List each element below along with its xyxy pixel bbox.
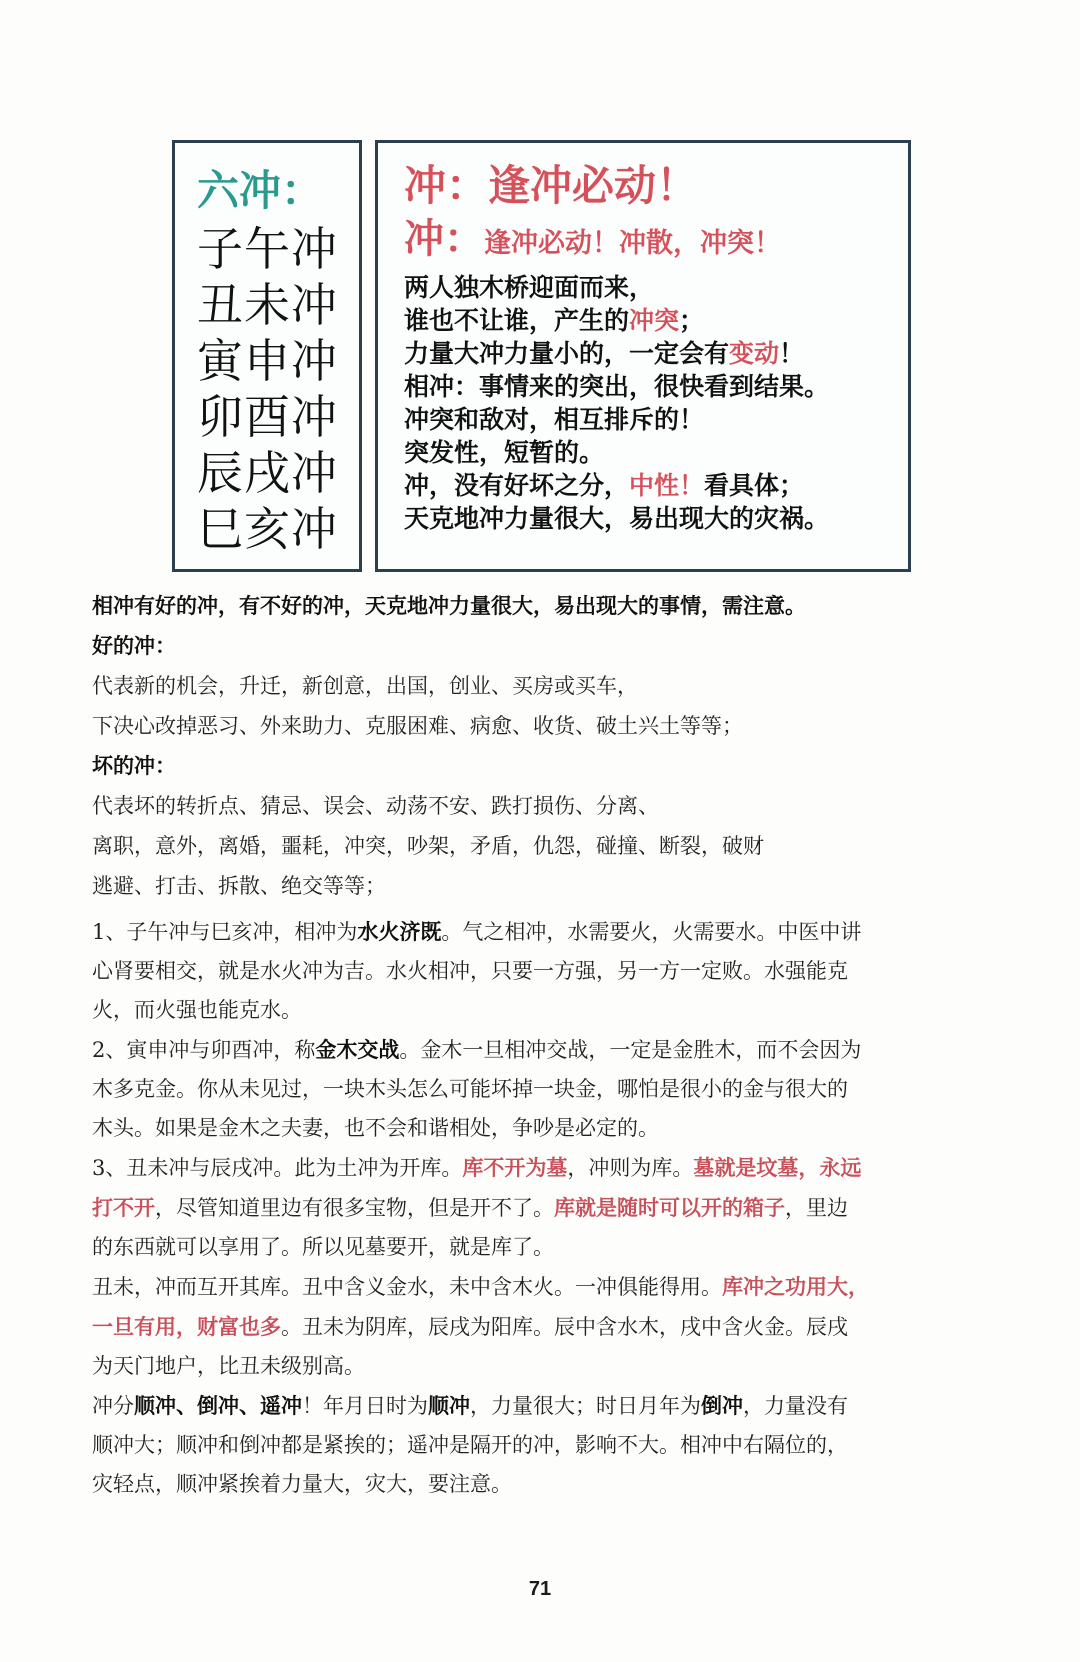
bad-clash-line: 离职，意外，离婚，噩耗，冲突，吵架，矛盾，仇怨，碰撞、断裂，破财 [92,834,764,858]
explanation-line: 突发性，短暂的。 [404,438,605,467]
six-clash-title: 六冲： [197,166,324,215]
good-clash-line: 下决心改掉恶习、外来助力、克服困难、病愈、收货、破土兴土等等； [92,714,743,738]
clash-pair: 卯酉冲 [197,390,338,444]
paragraph-line: 心肾要相交，就是水火冲为吉。水火相冲，只要一方强，另一方一定败。水强能克 [92,959,848,983]
explanation-line: 两人独木桥迎面而来， [404,273,655,302]
explanation-line: 冲突和敌对，相互排斥的！ [404,405,705,434]
clash-pair: 寅申冲 [197,334,338,388]
bad-clash-heading: 坏的冲： [92,753,176,778]
paragraph-line: 3、丑未冲与辰戌冲。此为土冲为开库。库不开为墓，冲则为库。墓就是坟墓，永远 [92,1155,862,1180]
intro-line: 相冲有好的冲，有不好的冲，天克地冲力量很大，易出现大的事情，需注意。 [92,593,806,618]
paragraph-line: 灾轻点，顺冲紧挨着力量大，灾大，要注意。 [92,1472,512,1496]
clash-explanation-box [375,140,911,572]
six-clash-box [172,140,362,572]
paragraph-line: 木多克金。你从未见过，一块木头怎么可能坏掉一块金，哪怕是很小的金与很大的 [92,1077,848,1101]
explanation-line: 冲，没有好坏之分，中性！看具体； [404,471,805,500]
clash-pair: 丑未冲 [197,278,338,332]
paragraph-line: 的东西就可以享用了。所以见墓要开，就是库了。 [92,1235,554,1259]
paragraph-line: 为天门地户，比丑未级别高。 [92,1354,365,1378]
paragraph-line: 冲分顺冲、倒冲、遥冲！年月日时为顺冲，力量很大；时日月年为倒冲，力量没有 [92,1393,848,1418]
paragraph-line: 顺冲大；顺冲和倒冲都是紧挨的；遥冲是隔开的冲，影响不大。相冲中右隔位的， [92,1433,848,1457]
paragraph-line: 打不开，尽管知道里边有很多宝物，但是开不了。库就是随时可以开的箱子，里边 [92,1195,848,1220]
bad-clash-line: 逃避、打击、拆散、绝交等等； [92,874,386,898]
explanation-line: 相冲：事情来的突出，很快看到结果。 [404,372,830,401]
paragraph-line: 1、子午冲与巳亥冲，相冲为水火济既。气之相冲，水需要火，火需要水。中医中讲 [92,919,862,944]
explanation-line: 天克地冲力量很大，易出现大的灾祸。 [404,504,830,533]
paragraph-line: 2、寅申冲与卯酉冲，称金木交战。金木一旦相冲交战，一定是金胜木，而不会因为 [92,1037,862,1062]
clash-heading: 冲：逢冲必动！ [404,161,699,210]
clash-pair: 子午冲 [197,222,338,276]
clash-pair: 辰戌冲 [197,446,338,500]
paragraph-line: 火，而火强也能克水。 [92,998,302,1022]
page-number: 71 [528,1578,552,1600]
explanation-line: 谁也不让谁，产生的冲突； [404,306,705,335]
paragraph-line: 丑未，冲而互开其库。丑中含义金水，未中含木火。一冲俱能得用。库冲之功用大， [92,1274,869,1299]
explanation-line: 力量大冲力量小的，一定会有变动！ [404,339,805,368]
clash-subheading: 冲：逢冲必动！冲散，冲突！ [404,215,781,262]
paragraph-line: 一旦有用，财富也多。丑未为阴库，辰戌为阳库。辰中含水木，戌中含火金。辰戌 [92,1314,848,1339]
clash-pair: 巳亥冲 [197,502,338,556]
good-clash-line: 代表新的机会，升迁，新创意，出国，创业、买房或买车， [92,674,638,698]
paragraph-line: 木头。如果是金木之夫妻，也不会和谐相处，争吵是必定的。 [92,1116,659,1140]
good-clash-heading: 好的冲： [92,633,176,658]
body-text [92,586,992,1504]
bad-clash-line: 代表坏的转折点、猜忌、误会、动荡不安、跌打损伤、分离、 [92,794,659,818]
